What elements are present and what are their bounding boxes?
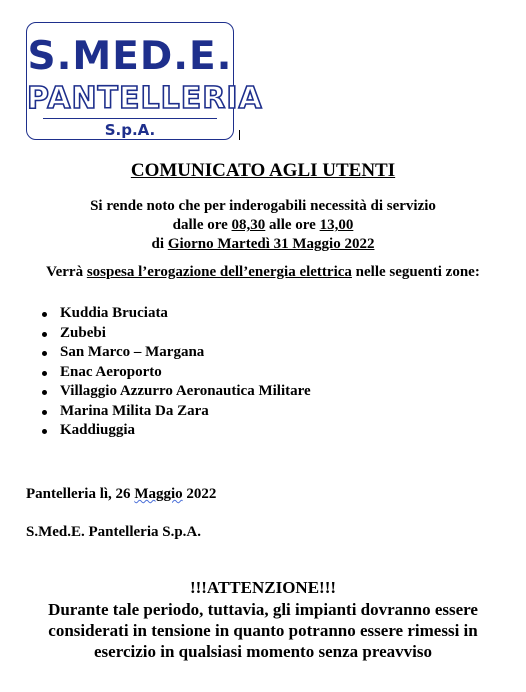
zone-item: Enac Aeroporto <box>40 363 311 383</box>
start-time: 08,30 <box>231 217 266 233</box>
date-year: 2022 <box>182 486 217 502</box>
zones-intro <box>0 264 526 281</box>
zone-item: San Marco – Margana <box>40 343 311 363</box>
intro-to-label: alle ore <box>265 217 320 233</box>
logo-line-spa: S.p.A. <box>99 121 162 139</box>
intro-line-1: Si rende noto che per inderogabili necessità di servizio <box>90 198 436 214</box>
zone-item: Zubebi <box>40 324 311 344</box>
intro-line-2 <box>0 216 526 235</box>
logo-line-smede: S.MED.E. <box>27 34 233 79</box>
stray-mark <box>239 130 240 140</box>
notice-title: COMUNICATO AGLI UTENTI <box>130 160 396 181</box>
attention-heading: !!!ATTENZIONE!!! <box>189 578 337 597</box>
logo-line-pantelleria: PANTELLERIA <box>27 81 263 116</box>
end-time: 13,00 <box>319 217 354 233</box>
zones-intro-highlight: sospesa l’erogazione dell’energia elettrica <box>86 264 352 280</box>
zone-item: Kaddiuggia <box>40 421 311 441</box>
notice-date <box>26 486 216 503</box>
zone-item: Marina Milita Da Zara <box>40 402 311 422</box>
outage-day: Giorno Martedì 31 Maggio 2022 <box>167 236 375 252</box>
intro-from-label: dalle ore <box>172 217 232 233</box>
logo-divider <box>43 118 217 119</box>
zones-list <box>40 304 311 441</box>
zone-item: Villaggio Azzurro Aeronautica Militare <box>40 382 311 402</box>
company-logo <box>26 22 263 140</box>
attention-body: Durante tale periodo, tuttavia, gli impianti dovranno essere considerati in tensione in quanto potranno essere rimessi in esercizio in qualsiasi momento senza preavviso <box>48 600 478 661</box>
date-month: Maggio <box>134 486 183 502</box>
zones-intro-prefix: Verrà <box>46 264 87 280</box>
zone-item: Kuddia Bruciata <box>40 304 311 324</box>
date-prefix: Pantelleria lì, 26 <box>26 486 135 502</box>
signature: S.Med.E. Pantelleria S.p.A. <box>26 524 201 540</box>
notice-intro <box>0 197 526 254</box>
intro-day-prefix: di <box>151 236 168 252</box>
zones-intro-suffix: nelle seguenti zone: <box>351 264 480 280</box>
intro-line-3 <box>0 235 526 254</box>
